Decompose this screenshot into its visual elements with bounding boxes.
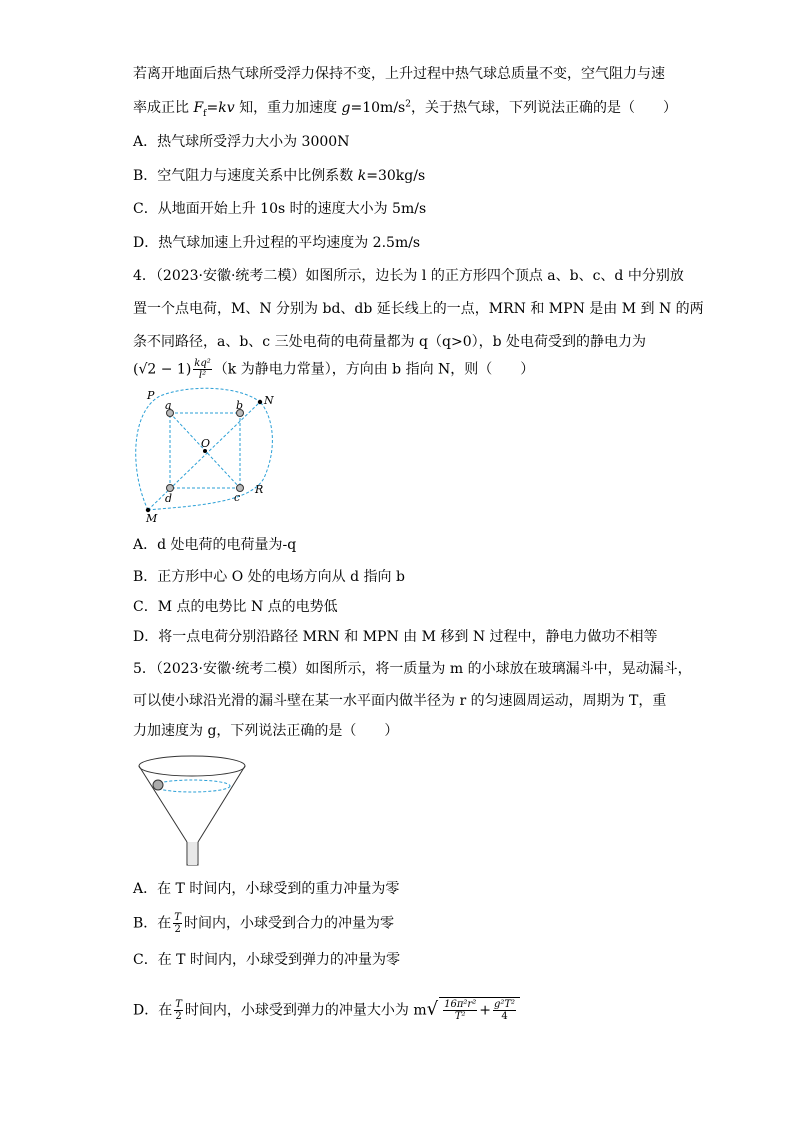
q5-optb-pre: B．在 (133, 915, 172, 932)
q3-option-d: D．热气球加速上升过程的平均速度为 2.5m/s (133, 235, 421, 251)
q5-option-d: D．在 $\frac{T}{2}$ 时间内，小球受到弹力的冲量大小为 m√ $\frac{\text{16π²r²}}{\text{T²}}$ + $\frac{\text{g²T²}}{4}$ (133, 997, 520, 1022)
q3-formula-eq: =kv (206, 100, 235, 116)
q3-option-a: A．热气球所受浮力大小为 3000N (133, 134, 350, 150)
q4-fraction: $\frac{\text{kq²}}{\text{l²}}$ (194, 358, 211, 381)
q5-optd-sqrt: $\frac{\text{16π²r²}}{\text{T²}}$ + $\frac{\text{g²T²}}{4}$ (439, 997, 520, 1022)
q4-option-b: B．正方形中心 O 处的电场方向从 d 指向 b (133, 569, 405, 585)
q5-optb-fraction: $\frac{T}{2}$ (174, 912, 181, 935)
q4-coef: (√2 − 1) (133, 361, 192, 378)
q5-stem-line1: 5．（2023·安徽·统考二模）如图所示，将一质量为 m 的小球放在玻璃漏斗中，晃动漏斗， (133, 661, 692, 677)
q5-option-c: C．在 T 时间内，小球受到弹力的冲量为零 (133, 952, 400, 968)
q3-text: 知，重力加速度 (234, 100, 342, 116)
q4-option-d: D．将一点电荷分别沿路径 MRN 和 MPN 由 M 移到 N 过程中，静电力做功不相等 (133, 629, 658, 645)
q3-formula-F: F (193, 100, 204, 116)
q5-option-a: A．在 T 时间内，小球受到的重力冲量为零 (133, 881, 400, 897)
label-m: M (146, 512, 158, 524)
q5-optd-pre: D．在 (133, 1002, 173, 1019)
ball (153, 780, 163, 790)
funnel-rim (139, 756, 245, 776)
label-a: a (165, 399, 172, 412)
q3-stem-line1: 若离开地面后热气球所受浮力保持不变，上升过程中热气球总质量不变，空气阻力与速 (133, 66, 665, 82)
charge-d (167, 485, 174, 492)
q5-optd-mid: 时间内，小球受到弹力的冲量大小为 m (184, 1002, 427, 1019)
q3-stem-line2 (133, 98, 677, 118)
q3-sup: 2 (405, 99, 411, 110)
q4-stem-line3: 条不同路径，a、b、c 三处电荷的电荷量都为 q（q>0），b 处电荷受到的静电力为 (133, 334, 647, 350)
q3-optb-k: k (357, 168, 367, 184)
q5-optb-post: 时间内，小球受到合力的冲量为零 (183, 915, 394, 932)
q3-optb-text: =30kg/s (366, 168, 426, 184)
q3-option-c: C．从地面开始上升 10s 时的速度大小为 5m/s (133, 201, 427, 217)
q5-option-b (133, 912, 394, 935)
label-p: P (147, 389, 155, 402)
point-n (258, 400, 262, 404)
q3-optb-text: B．空气阻力与速度关系中比例系数 (133, 168, 358, 184)
funnel-stem-fill (188, 842, 197, 865)
q4-option-c: C．M 点的电势比 N 点的电势低 (133, 599, 338, 615)
label-c: c (234, 491, 241, 504)
q5-stem-line3: 力加速度为 g，下列说法正确的是（ ） (133, 723, 399, 739)
label-r: R (255, 483, 264, 496)
q3-option-b (133, 166, 425, 186)
funnel-cone (139, 766, 245, 842)
square-charges-figure (130, 382, 280, 524)
q4-line4-rest: （k 为静电力常量），方向由 b 指向 N，则（ ） (213, 361, 535, 378)
q3-formula-sub: f (203, 108, 207, 119)
q5-optd-fraction: $\frac{T}{2}$ (175, 999, 182, 1022)
q3-text: ，关于热气球，下列说法正确的是（ ） (410, 100, 677, 116)
funnel-figure (135, 752, 255, 870)
label-d: d (165, 492, 173, 505)
q4-option-a: A．d 处电荷的电荷量为-q (133, 537, 297, 553)
label-b: b (236, 399, 244, 412)
q4-stem-line4 (133, 358, 534, 381)
q3-text: 率成正比 (133, 100, 194, 116)
q4-stem-line2: 置一个点电荷，M、N 分别为 bd、db 延长线上的一点，MRN 和 MPN 是由 M 到 N 的两 (133, 301, 704, 317)
ball-orbit (154, 780, 230, 792)
label-n: N (264, 394, 274, 407)
q5-stem-line2: 可以使小球沿光滑的漏斗壁在某一水平面内做半径为 r 的匀速圆周运动，周期为 T，重 (133, 693, 667, 709)
q4-stem-line1: 4．（2023·安徽·统考二模）如图所示，边长为 l 的正方形四个顶点 a、b、c、d 中分别放 (133, 268, 684, 284)
q3-text: =10m/s (350, 100, 406, 116)
q3-g: g (341, 100, 351, 116)
label-o: O (201, 437, 211, 450)
